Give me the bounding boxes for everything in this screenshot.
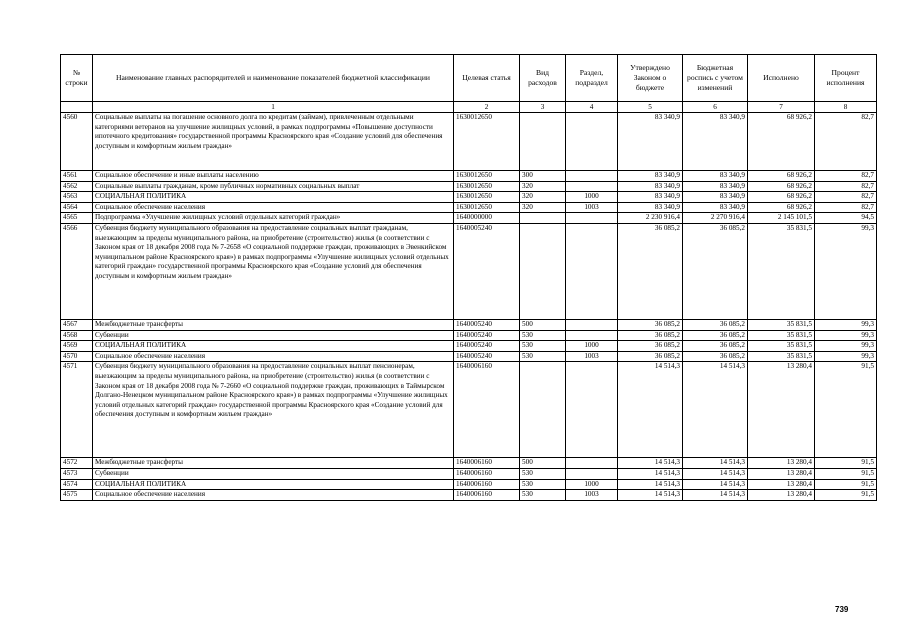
row-executed: 13 280,4 — [748, 362, 815, 458]
row-executed: 68 926,2 — [748, 171, 815, 182]
row-name: Межбюджетные трансферты — [93, 319, 454, 330]
row-article: 1630012650 — [454, 113, 520, 171]
row-name: СОЦИАЛЬНАЯ ПОЛИТИКА — [93, 479, 454, 490]
row-executed: 35 831,5 — [748, 319, 815, 330]
row-number: 4569 — [61, 341, 93, 352]
row-percent: 99,3 — [815, 351, 877, 362]
budget-execution-table — [60, 54, 877, 501]
row-section — [566, 181, 618, 192]
row-number: 4561 — [61, 171, 93, 182]
row-approved: 14 514,3 — [618, 362, 683, 458]
row-approved: 14 514,3 — [618, 490, 683, 501]
row-approved: 83 340,9 — [618, 171, 683, 182]
row-approved: 36 085,2 — [618, 351, 683, 362]
row-approved: 83 340,9 — [618, 113, 683, 171]
row-number: 4575 — [61, 490, 93, 501]
row-percent: 94,5 — [815, 213, 877, 224]
row-name: Субвенция бюджету муниципального образования на предоставление социальных выплат пенсионерам, выезжающим за пределы муниципального района, на приобретение (строительство) жилья (в соответствии с Законом края от 18 декабря 2008 года № 7-2660 «О социальной поддержке граждан, проживающих в Таймырском Долгано-Ненецком муниципальном районе Красноярского края») в рамках подпрограммы «Улучшение жилищных условий отдельных категорий граждан» государственной программы Красноярского края «Создание условий для обеспечения доступным и комфортным жильем граждан» — [93, 362, 454, 458]
row-article: 1640006160 — [454, 458, 520, 469]
row-budget-list: 83 340,9 — [683, 202, 748, 213]
row-section — [566, 458, 618, 469]
row-executed: 68 926,2 — [748, 202, 815, 213]
row-name: Социальное обеспечение населения — [93, 490, 454, 501]
row-budget-list: 14 514,3 — [683, 479, 748, 490]
row-number: 4566 — [61, 223, 93, 319]
row-approved: 36 085,2 — [618, 330, 683, 341]
column-number: 3 — [520, 102, 566, 113]
table-row — [61, 468, 877, 479]
table-row — [61, 171, 877, 182]
table-row — [61, 213, 877, 224]
column-number-row — [61, 102, 877, 113]
row-budget-list: 14 514,3 — [683, 468, 748, 479]
table-row — [61, 113, 877, 171]
row-name: Социальные выплаты на погашение основного долга по кредитам (займам), привлеченным отдельными категориями ветеранов на улучшение жилищных условий, в рамках подпрограммы «Повышение доступности ипотечного кредитования» государственной программы Красноярского края «Создание условий для обеспечения доступным и комфортным жильем граждан» — [93, 113, 454, 171]
row-article: 1640005240 — [454, 319, 520, 330]
row-approved: 83 340,9 — [618, 192, 683, 203]
header-budget-list: Бюджетная роспись с учетом изменений — [683, 55, 748, 102]
table-row — [61, 330, 877, 341]
row-article: 1640005240 — [454, 351, 520, 362]
row-expense-type: 530 — [520, 330, 566, 341]
column-number: 5 — [618, 102, 683, 113]
row-expense-type: 500 — [520, 458, 566, 469]
row-name: Социальное обеспечение и иные выплаты населению — [93, 171, 454, 182]
row-number: 4571 — [61, 362, 93, 458]
budget-report-sheet — [60, 54, 876, 501]
row-expense-type: 530 — [520, 351, 566, 362]
row-name: Социальное обеспечение населения — [93, 202, 454, 213]
row-approved: 14 514,3 — [618, 468, 683, 479]
row-percent: 99,3 — [815, 330, 877, 341]
row-approved: 2 230 916,4 — [618, 213, 683, 224]
row-percent: 99,3 — [815, 319, 877, 330]
row-executed: 13 280,4 — [748, 458, 815, 469]
row-article: 1640006160 — [454, 479, 520, 490]
table-row — [61, 181, 877, 192]
header-name: Наименование главных распорядителей и наименование показателей бюджетной классификации — [93, 55, 454, 102]
row-section — [566, 319, 618, 330]
row-executed: 68 926,2 — [748, 113, 815, 171]
row-budget-list: 36 085,2 — [683, 319, 748, 330]
row-percent: 91,5 — [815, 362, 877, 458]
header-section: Раздел, подраздел — [566, 55, 618, 102]
row-name: Социальные выплаты гражданам, кроме публичных нормативных социальных выплат — [93, 181, 454, 192]
row-approved: 14 514,3 — [618, 458, 683, 469]
row-section — [566, 362, 618, 458]
row-section: 1003 — [566, 490, 618, 501]
header-row-number: № строки — [61, 55, 93, 102]
row-budget-list: 2 270 916,4 — [683, 213, 748, 224]
table-row — [61, 341, 877, 352]
row-article: 1640005240 — [454, 341, 520, 352]
row-percent: 99,3 — [815, 341, 877, 352]
table-row — [61, 479, 877, 490]
row-executed: 35 831,5 — [748, 341, 815, 352]
row-expense-type: 530 — [520, 490, 566, 501]
row-budget-list: 36 085,2 — [683, 351, 748, 362]
row-number: 4573 — [61, 468, 93, 479]
row-expense-type: 530 — [520, 341, 566, 352]
row-section: 1000 — [566, 479, 618, 490]
row-percent: 82,7 — [815, 113, 877, 171]
row-section — [566, 171, 618, 182]
row-budget-list: 36 085,2 — [683, 223, 748, 319]
row-article: 1640006160 — [454, 468, 520, 479]
row-budget-list: 14 514,3 — [683, 362, 748, 458]
row-number: 4560 — [61, 113, 93, 171]
column-number: 7 — [748, 102, 815, 113]
row-budget-list: 14 514,3 — [683, 458, 748, 469]
page-number: 739 — [835, 605, 849, 614]
row-budget-list: 36 085,2 — [683, 330, 748, 341]
row-article: 1640005240 — [454, 223, 520, 319]
row-section — [566, 330, 618, 341]
row-percent: 82,7 — [815, 192, 877, 203]
row-expense-type: 300 — [520, 171, 566, 182]
row-approved: 83 340,9 — [618, 181, 683, 192]
row-number: 4564 — [61, 202, 93, 213]
row-name: Субвенции — [93, 468, 454, 479]
row-executed: 68 926,2 — [748, 181, 815, 192]
column-number: 8 — [815, 102, 877, 113]
row-section: 1003 — [566, 202, 618, 213]
row-section — [566, 113, 618, 171]
header-executed: Исполнено — [748, 55, 815, 102]
row-percent: 82,7 — [815, 202, 877, 213]
row-number: 4565 — [61, 213, 93, 224]
column-number: 2 — [454, 102, 520, 113]
table-row — [61, 351, 877, 362]
row-number: 4572 — [61, 458, 93, 469]
row-budget-list: 83 340,9 — [683, 192, 748, 203]
column-number: 1 — [93, 102, 454, 113]
row-approved: 36 085,2 — [618, 319, 683, 330]
row-section: 1003 — [566, 351, 618, 362]
row-number: 4568 — [61, 330, 93, 341]
row-article: 1640006160 — [454, 490, 520, 501]
row-percent: 99,3 — [815, 223, 877, 319]
row-percent: 82,7 — [815, 171, 877, 182]
table-row — [61, 490, 877, 501]
row-executed: 13 280,4 — [748, 468, 815, 479]
row-executed: 68 926,2 — [748, 192, 815, 203]
header-approved: Утверждено Законом о бюджете — [618, 55, 683, 102]
row-section: 1000 — [566, 192, 618, 203]
row-article: 1640005240 — [454, 330, 520, 341]
row-article: 1630012650 — [454, 202, 520, 213]
header-percent: Процент исполнения — [815, 55, 877, 102]
row-section — [566, 213, 618, 224]
row-budget-list: 83 340,9 — [683, 181, 748, 192]
row-executed: 35 831,5 — [748, 223, 815, 319]
row-expense-type: 530 — [520, 479, 566, 490]
row-expense-type — [520, 113, 566, 171]
table-row — [61, 362, 877, 458]
row-percent: 91,5 — [815, 458, 877, 469]
row-number: 4563 — [61, 192, 93, 203]
row-name: СОЦИАЛЬНАЯ ПОЛИТИКА — [93, 341, 454, 352]
table-row — [61, 319, 877, 330]
row-expense-type: 320 — [520, 192, 566, 203]
row-number: 4567 — [61, 319, 93, 330]
row-number: 4562 — [61, 181, 93, 192]
row-executed: 13 280,4 — [748, 479, 815, 490]
table-row — [61, 458, 877, 469]
row-executed: 35 831,5 — [748, 351, 815, 362]
row-section — [566, 468, 618, 479]
row-number: 4570 — [61, 351, 93, 362]
header-expense-type: Вид расходов — [520, 55, 566, 102]
header-row — [61, 55, 877, 102]
row-expense-type: 320 — [520, 202, 566, 213]
row-expense-type — [520, 362, 566, 458]
row-approved: 14 514,3 — [618, 479, 683, 490]
row-budget-list: 83 340,9 — [683, 113, 748, 171]
row-percent: 91,5 — [815, 490, 877, 501]
row-expense-type: 500 — [520, 319, 566, 330]
row-approved: 83 340,9 — [618, 202, 683, 213]
row-section — [566, 223, 618, 319]
row-name: Субвенции — [93, 330, 454, 341]
row-budget-list: 36 085,2 — [683, 341, 748, 352]
row-name: Межбюджетные трансферты — [93, 458, 454, 469]
row-expense-type: 320 — [520, 181, 566, 192]
column-number: 6 — [683, 102, 748, 113]
row-article: 1640000000 — [454, 213, 520, 224]
row-percent: 91,5 — [815, 479, 877, 490]
row-percent: 91,5 — [815, 468, 877, 479]
row-executed: 35 831,5 — [748, 330, 815, 341]
row-expense-type: 530 — [520, 468, 566, 479]
table-row — [61, 192, 877, 203]
row-name: Социальное обеспечение населения — [93, 351, 454, 362]
header-target-article: Целевая статья — [454, 55, 520, 102]
table-row — [61, 202, 877, 213]
row-section: 1000 — [566, 341, 618, 352]
row-number: 4574 — [61, 479, 93, 490]
row-name: Субвенция бюджету муниципального образования на предоставление социальных выплат гражданам, выезжающим за пределы муниципального района, на приобретение (строительство) жилья (в соответствии с Законом края от 18 декабря 2008 года № 7-2658 «О социальной поддержке граждан, проживающих в Эвенкийском муниципальном районе Красноярского края») в рамках подпрограммы «Улучшение жилищных условий отдельных категорий граждан» государственной программы Красноярского края «Создание условий для обеспечения доступным и комфортным жильем граждан» — [93, 223, 454, 319]
row-article: 1630012650 — [454, 192, 520, 203]
table-row — [61, 223, 877, 319]
row-approved: 36 085,2 — [618, 341, 683, 352]
row-executed: 13 280,4 — [748, 490, 815, 501]
row-approved: 36 085,2 — [618, 223, 683, 319]
row-expense-type — [520, 223, 566, 319]
row-article: 1630012650 — [454, 171, 520, 182]
row-name: СОЦИАЛЬНАЯ ПОЛИТИКА — [93, 192, 454, 203]
row-percent: 82,7 — [815, 181, 877, 192]
row-name: Подпрограмма «Улучшение жилищных условий отдельных категорий граждан» — [93, 213, 454, 224]
row-budget-list: 83 340,9 — [683, 171, 748, 182]
row-executed: 2 145 101,5 — [748, 213, 815, 224]
row-expense-type — [520, 213, 566, 224]
row-article: 1640006160 — [454, 362, 520, 458]
row-article: 1630012650 — [454, 181, 520, 192]
row-budget-list: 14 514,3 — [683, 490, 748, 501]
column-number — [61, 102, 93, 113]
column-number: 4 — [566, 102, 618, 113]
